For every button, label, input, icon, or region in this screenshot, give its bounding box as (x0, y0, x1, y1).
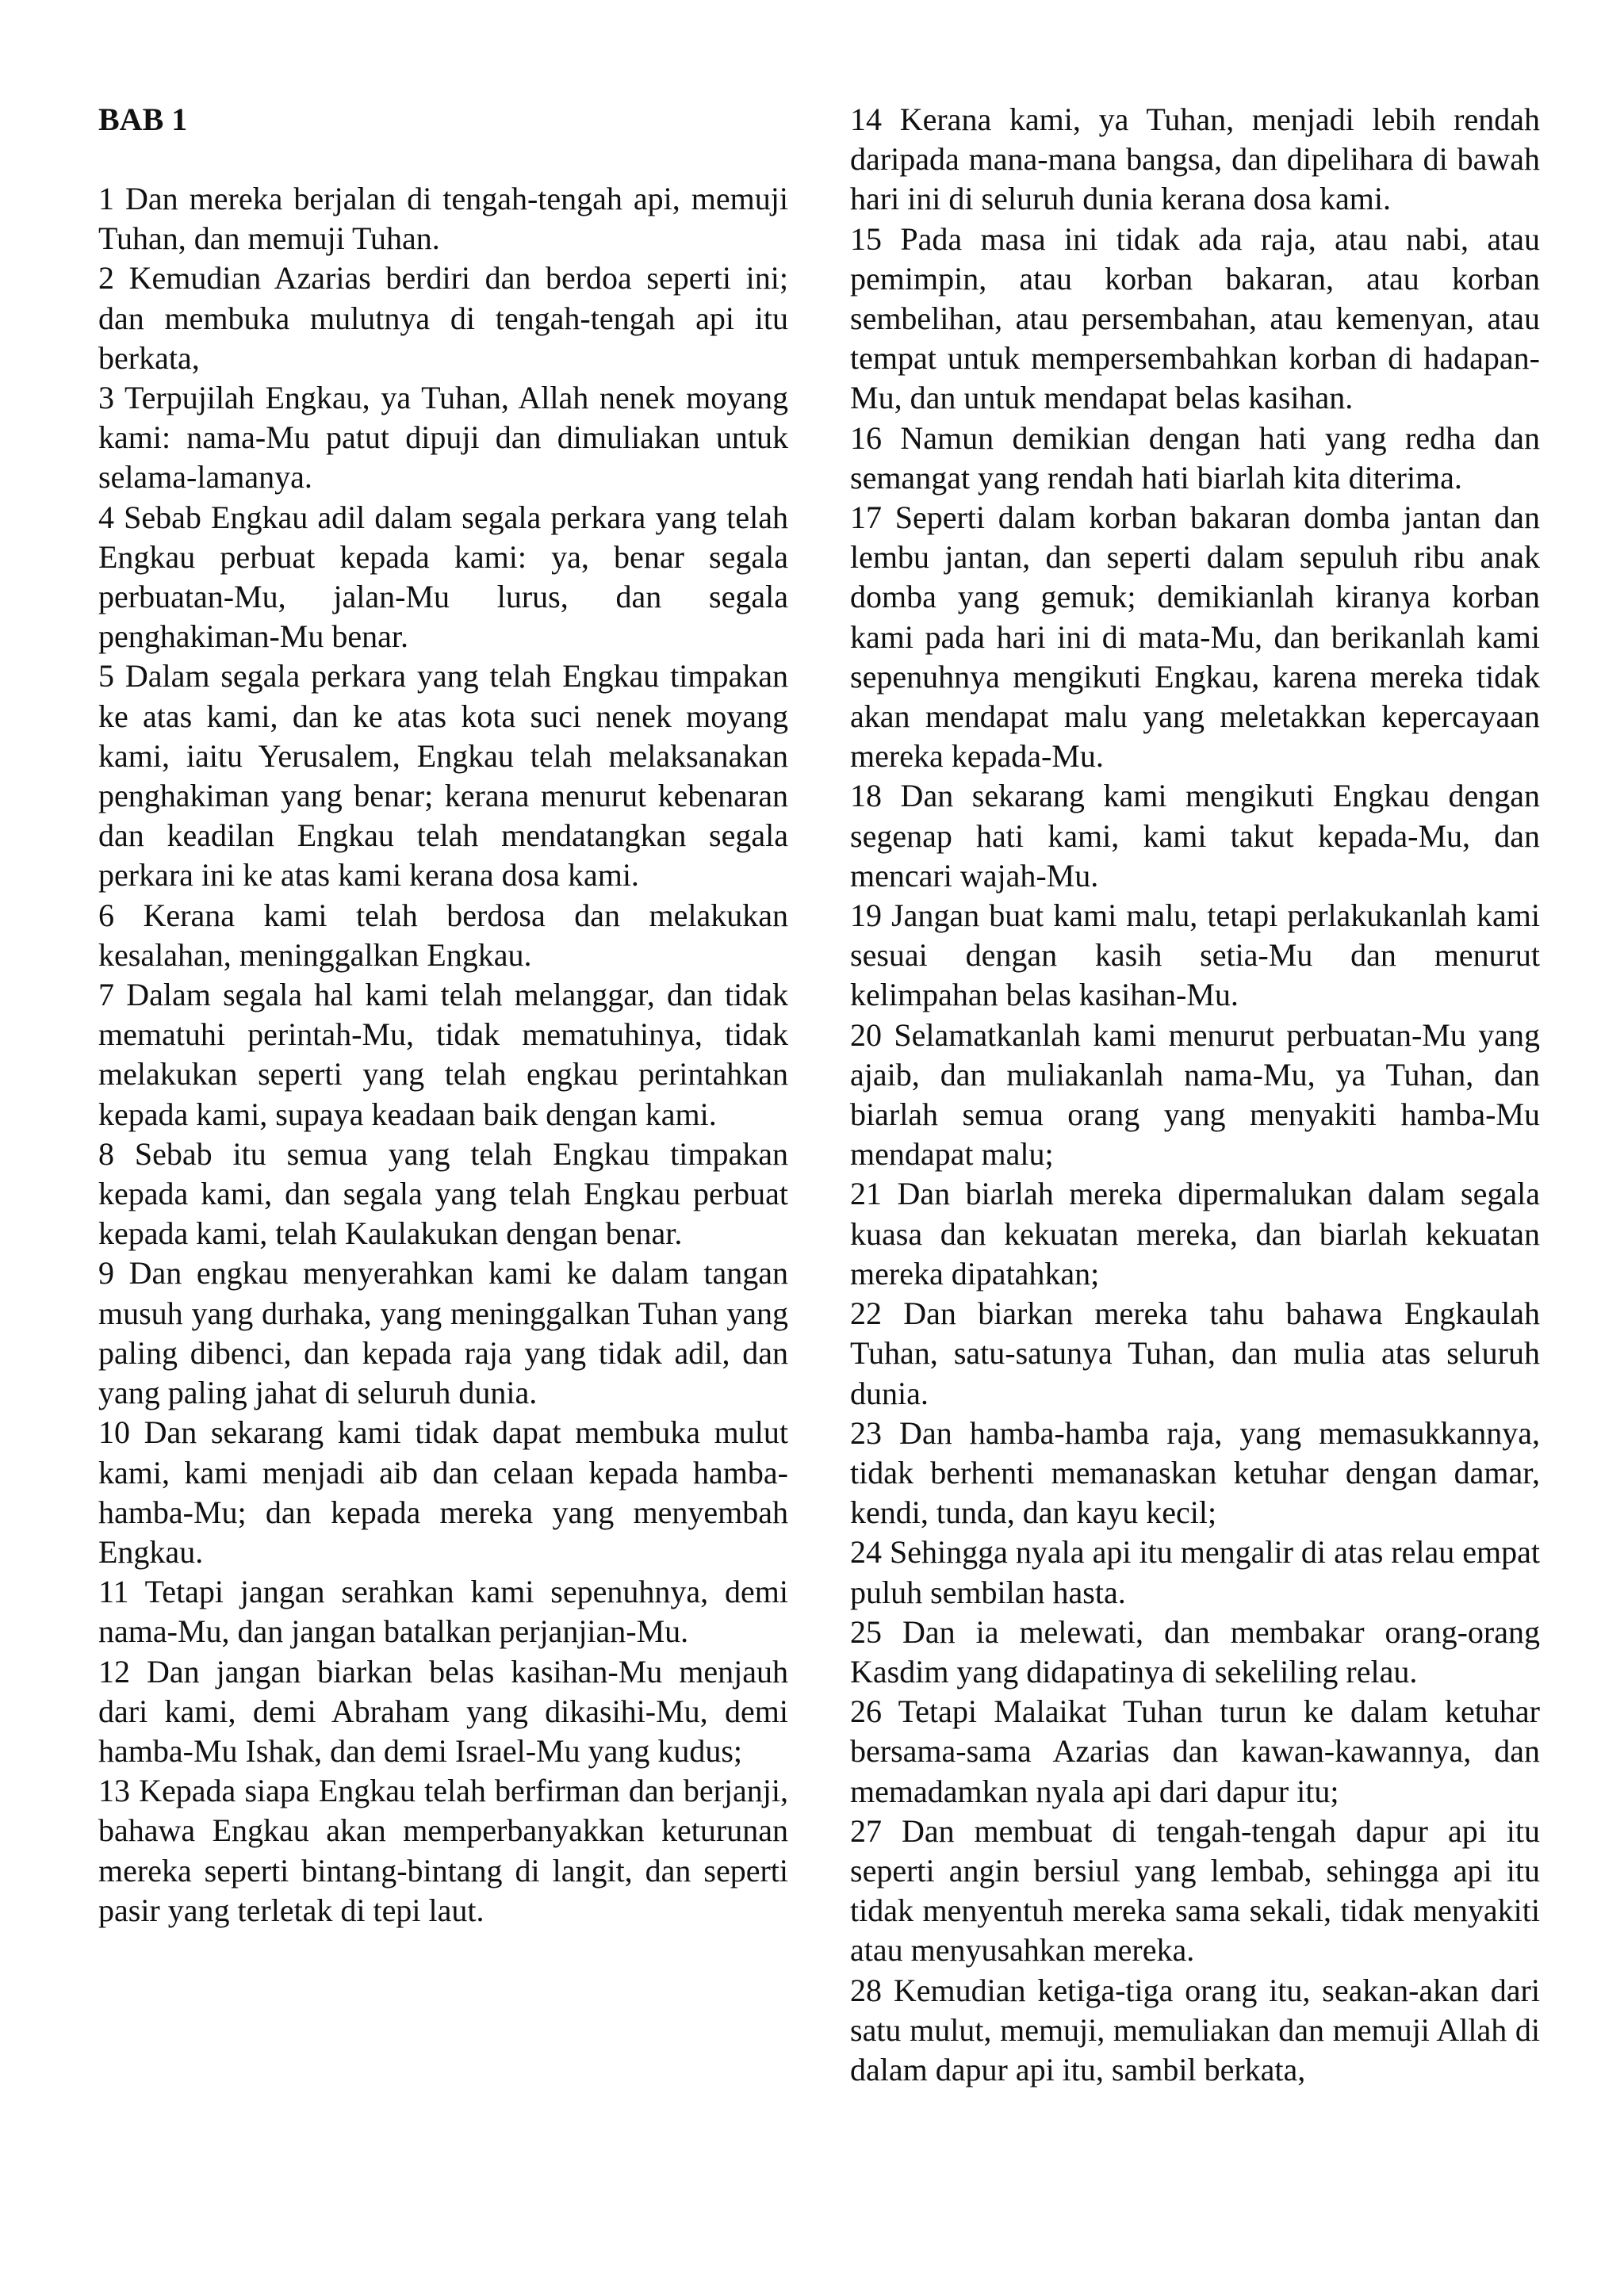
chapter-heading: BAB 1 (98, 101, 188, 137)
verse: 24 Sehingga nyala api itu mengalir di atas relau empat puluh sembilan hasta. (850, 1534, 1540, 1610)
verse: 22 Dan biarkan mereka tahu bahawa Engkaulah Tuhan, satu-satunya Tuhan, dan mulia atas seluruh dunia. (850, 1295, 1540, 1411)
verse: 2 Kemudian Azarias berdiri dan berdoa seperti ini; dan membuka mulutnya di tengah-tengah api itu berkata, (98, 260, 788, 376)
verse: 4 Sebab Engkau adil dalam segala perkara yang telah Engkau perbuat kepada kami: ya, benar segala perbuatan-Mu, jalan-Mu lurus, dan segala penghakiman-Mu benar. (98, 499, 788, 655)
verse: 17 Seperti dalam korban bakaran domba jantan dan lembu jantan, dan seperti dalam sepuluh ribu anak domba yang gemuk; demikianlah kiranya korban kami pada hari ini di mata-Mu, dan berikanlah kami sepenuhnya mengikuti Engkau, karena mereka tidak akan mendapat malu yang meletakkan kepercayaan mereka kepada-Mu. (850, 499, 1540, 775)
verse: 23 Dan hamba-hamba raja, yang memasukkannya, tidak berhenti memanaskan ketuhar dengan damar, kendi, tunda, dan kayu kecil; (850, 1414, 1540, 1531)
verse: 26 Tetapi Malaikat Tuhan turun ke dalam ketuhar bersama-sama Azarias dan kawan-kawannya, dan memadamkan nyala api dari dapur itu; (850, 1693, 1540, 1809)
verse: 11 Tetapi jangan serahkan kami sepenuhnya, demi nama-Mu, dan jangan batalkan perjanjian-Mu. (98, 1574, 788, 1650)
verse: 28 Kemudian ketiga-tiga orang itu, seakan-akan dari satu mulut, memuji, memuliakan dan memuji Allah di dalam dapur api itu, sambil berkata, (850, 1972, 1540, 2087)
left-column (98, 100, 788, 1931)
verse: 12 Dan jangan biarkan belas kasihan-Mu menjauh dari kami, demi Abraham yang dikasihi-Mu, demi hamba-Mu Ishak, dan demi Israel-Mu yang kudus; (98, 1653, 788, 1769)
verse: 8 Sebab itu semua yang telah Engkau timpakan kepada kami, dan segala yang telah Engkau perbuat kepada kami, telah Kaulakukan dengan benar. (98, 1135, 788, 1252)
verse: 15 Pada masa ini tidak ada raja, atau nabi, atau pemimpin, atau korban bakaran, atau korban sembelihan, atau persembahan, atau kemenyan, atau tempat untuk mempersembahkan korban di hadapan-Mu, dan untuk mendapat belas kasihan. (850, 220, 1540, 416)
verse: 7 Dalam segala hal kami telah melanggar, dan tidak mematuhi perintah-Mu, tidak mematuhinya, tidak melakukan seperti yang telah engkau perintahkan kepada kami, supaya keadaan baik dengan kami. (98, 977, 788, 1132)
verse: 6 Kerana kami telah berdosa dan melakukan kesalahan, meninggalkan Engkau. (98, 897, 788, 973)
verse: 1 Dan mereka berjalan di tengah-tengah api, memuji Tuhan, dan memuji Tuhan. (98, 181, 788, 257)
verse: 25 Dan ia melewati, dan membakar orang-orang Kasdim yang didapatinya di sekeliling relau. (850, 1613, 1540, 1689)
verse: 13 Kepada siapa Engkau telah berfirman dan berjanji, bahawa Engkau akan memperbanyakkan keturunan mereka seperti bintang-bintang di langit, dan seperti pasir yang terletak di tepi laut. (98, 1773, 788, 1928)
verse: 9 Dan engkau menyerahkan kami ke dalam tangan musuh yang durhaka, yang meninggalkan Tuhan yang paling dibenci, dan kepada raja yang tidak adil, dan yang paling jahat di seluruh dunia. (98, 1255, 788, 1411)
verse: 10 Dan sekarang kami tidak dapat membuka mulut kami, kami menjadi aib dan celaan kepada hamba-hamba-Mu; dan kepada mereka yang menyembah Engkau. (98, 1414, 788, 1570)
verse: 14 Kerana kami, ya Tuhan, menjadi lebih rendah daripada mana-mana bangsa, dan dipelihara di bawah hari ini di seluruh dunia kerana dosa kami. (850, 101, 1540, 217)
verse: 16 Namun demikian dengan hati yang redha dan semangat yang rendah hati biarlah kita diterima. (850, 419, 1540, 496)
verse: 27 Dan membuat di tengah-tengah dapur api itu seperti angin bersiul yang lembab, sehingga api itu tidak menyentuh mereka sama sekali, tidak menyakiti atau menyusahkan mereka. (850, 1812, 1540, 1969)
verse: 19 Jangan buat kami malu, tetapi perlakukanlah kami sesuai dengan kasih setia-Mu dan menurut kelimpahan belas kasihan-Mu. (850, 897, 1540, 1013)
verse: 18 Dan sekarang kami mengikuti Engkau dengan segenap hati kami, kami takut kepada-Mu, dan mencari wajah-Mu. (850, 778, 1540, 894)
right-column (850, 100, 1540, 2090)
verse: 3 Terpujilah Engkau, ya Tuhan, Allah nenek moyang kami: nama-Mu patut dipuji dan dimuliakan untuk selama-lamanya. (98, 380, 788, 496)
verse: 5 Dalam segala perkara yang telah Engkau timpakan ke atas kami, dan ke atas kota suci nenek moyang kami, iaitu Yerusalem, Engkau telah melaksanakan penghakiman yang benar; kerana menurut kebenaran dan keadilan Engkau telah mendatangkan segala perkara ini ke atas kami kerana dosa kami. (98, 658, 788, 894)
verse: 21 Dan biarlah mereka dipermalukan dalam segala kuasa dan kekuatan mereka, dan biarlah kekuatan mereka dipatahkan; (850, 1176, 1540, 1292)
verse: 20 Selamatkanlah kami menurut perbuatan-Mu yang ajaib, dan muliakanlah nama-Mu, ya Tuhan, dan biarlah semua orang yang menyakiti hamba-Mu mendapat malu; (850, 1016, 1540, 1173)
